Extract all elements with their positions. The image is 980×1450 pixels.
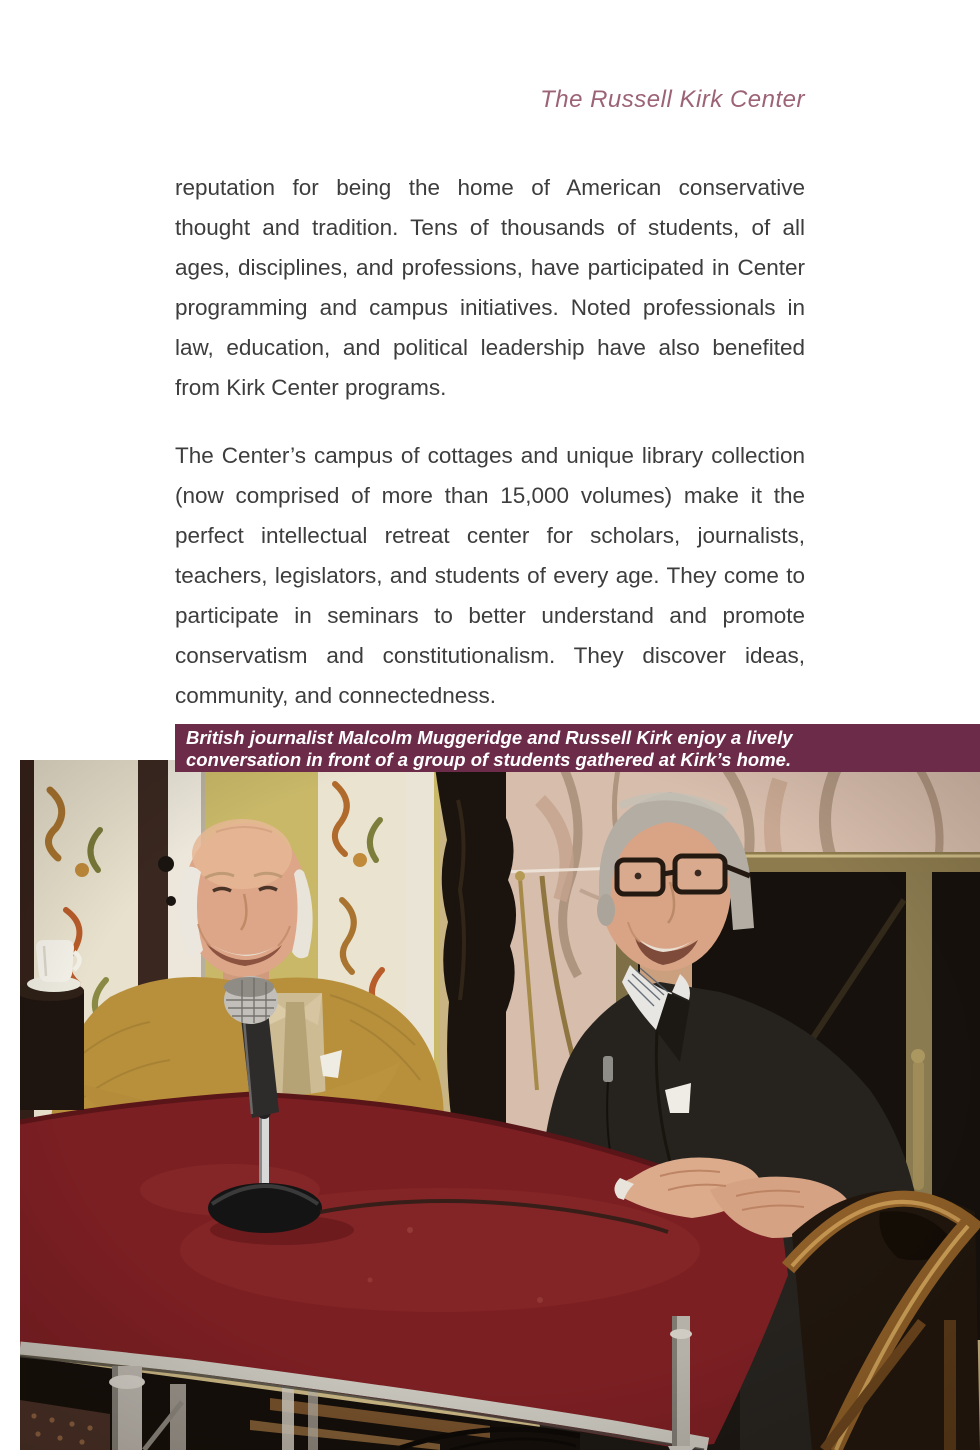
paragraph-1: reputation for being the home of American conservative thought and tradition. Tens of thousands of students, of all ages, disciplines, and professions, have participated in Center programming and campus initiatives. Noted professionals in law, education, and political leadership have also benefited from Kirk Center programs.: [175, 175, 805, 400]
photograph: [20, 760, 980, 1450]
caption-line-2: conversation in front of a group of students gathered at Kirk’s home.: [186, 749, 792, 770]
caption-line-1: British journalist Malcolm Muggeridge and Russell Kirk enjoy a lively: [186, 727, 793, 748]
paragraph-2: The Center’s campus of cottages and unique library collection (now comprised of more than 15,000 volumes) make it the perfect intellectual retreat center for scholars, journalists, teachers, legislators, and students of every age. They come to participate in seminars to better understand and promote conservatism and constitutionalism. They discover ideas, community, and connectedness.: [175, 443, 805, 708]
photo-caption-bar: [175, 724, 980, 772]
body-copy: [175, 168, 805, 744]
photo-illustration: [20, 760, 980, 1450]
page-title: The Russell Kirk Center: [540, 86, 805, 113]
